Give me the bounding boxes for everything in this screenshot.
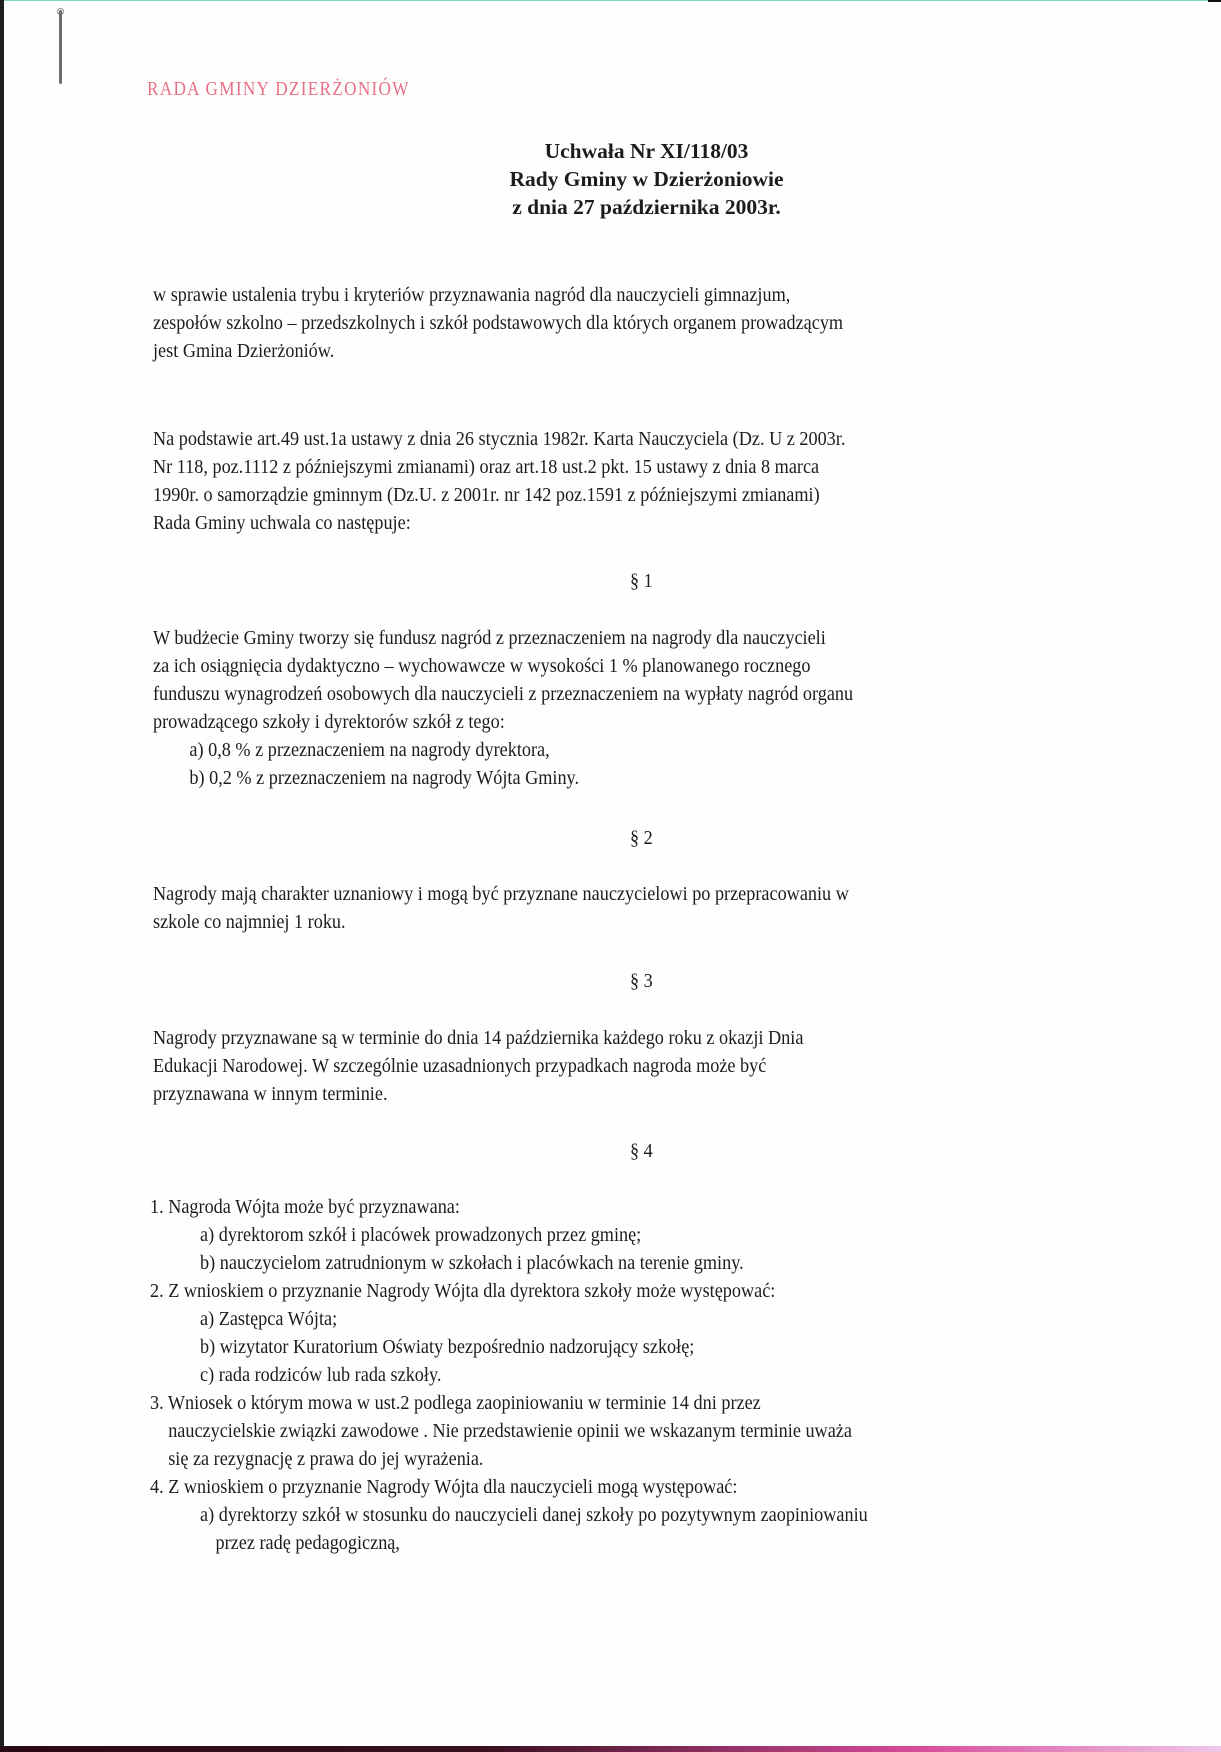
list-item: 1. Nagroda Wójta może być przyznawana: [150, 1196, 460, 1218]
scan-left-edge [0, 0, 4, 1752]
list-item: a) dyrektorzy szkół w stosunku do nauczycieli danej szkoły po pozytywnym zaopiniowaniu [200, 1504, 868, 1526]
list-item-continuation: przez radę pedagogiczną, [215, 1532, 400, 1554]
title-number: Uchwała Nr XI/118/03 [544, 139, 749, 163]
section-2-body [153, 880, 1063, 936]
title-date: z dnia 27 października 2003r. [512, 195, 781, 219]
section-1-heading: § 1 [630, 570, 653, 592]
title-council: Rady Gminy w Dzierżoniowie [509, 167, 784, 191]
list-item: b) wizytator Kuratorium Oświaty bezpośrednio nadzorujący szkołę; [200, 1336, 695, 1358]
scan-corner-mark [1208, 0, 1221, 2]
section-line: Edukacji Narodowej. W szczególnie uzasadnionych przypadkach nagroda może być [153, 1055, 767, 1077]
section-line: prowadzącego szkoły i dyrektorów szkół z tego: [153, 711, 505, 733]
list-item-continuation: się za rezygnację z prawa do jej wyrażenia. [168, 1448, 484, 1470]
subject-line: jest Gmina Dzierżoniów. [153, 340, 335, 362]
list-item: a) dyrektorom szkół i placówek prowadzonych przez gminę; [200, 1224, 642, 1246]
list-item: c) rada rodziców lub rada szkoły. [200, 1364, 442, 1386]
resolution-subject [153, 281, 1063, 365]
legal-basis-line: 1990r. o samorządzie gminnym (Dz.U. z 2001r. nr 142 poz.1591 z późniejszymi zmianami) [153, 484, 820, 506]
list-item: a) Zastępca Wójta; [200, 1308, 338, 1330]
legal-basis-line: Nr 118, poz.1112 z późniejszymi zmianami) oraz art.18 ust.2 pkt. 15 ustawy z dnia 8 marca [153, 456, 820, 478]
section-line: funduszu wynagrodzeń osobowych dla nauczycieli z przeznaczeniem na wypłaty nagród organu [153, 683, 854, 705]
scan-top-edge [4, 0, 1221, 1]
subject-line: w sprawie ustalenia trybu i kryteriów przyznawania nagród dla nauczycieli gimnazjum, [153, 284, 791, 306]
list-item: 2. Z wnioskiem o przyznanie Nagrody Wójta dla dyrektora szkoły może występować: [150, 1280, 776, 1302]
section-3-heading: § 3 [630, 970, 653, 992]
section-3-body [153, 1024, 1063, 1108]
list-item: a) 0,8 % z przeznaczeniem na nagrody dyrektora, [189, 739, 550, 761]
section-line: W budżecie Gminy tworzy się fundusz nagród z przeznaczeniem na nagrody dla nauczycieli [153, 627, 826, 649]
subject-line: zespołów szkolno – przedszkolnych i szkół podstawowych dla których organem prowadzącym [153, 312, 844, 334]
list-item: 3. Wniosek o którym mowa w ust.2 podlega zaopiniowaniu w terminie 14 dni przez [150, 1392, 761, 1414]
section-line: szkole co najmniej 1 roku. [153, 911, 346, 933]
legal-basis [153, 425, 1063, 537]
section-line: Nagrody przyznawane są w terminie do dnia 14 października każdego roku z okazji Dnia [153, 1027, 804, 1049]
legal-basis-line: Rada Gminy uchwala co następuje: [153, 512, 411, 534]
section-4-heading: § 4 [630, 1140, 653, 1162]
council-stamp: RADA GMINY DZIERŻONIÓW [147, 78, 410, 100]
list-item-continuation: nauczycielskie związki zawodowe . Nie przedstawienie opinii we wskazanym terminie uważa [168, 1420, 852, 1442]
resolution-title [0, 137, 1221, 221]
staple-mark [59, 10, 62, 84]
section-2-heading: § 2 [630, 827, 653, 849]
section-1-body [153, 624, 1063, 792]
list-item: b) nauczycielom zatrudnionym w szkołach i placówkach na terenie gminy. [200, 1252, 744, 1274]
legal-basis-line: Na podstawie art.49 ust.1a ustawy z dnia 26 stycznia 1982r. Karta Nauczyciela (Dz. U z 2003r. [153, 428, 846, 450]
list-item: b) 0,2 % z przeznaczeniem na nagrody Wójta Gminy. [189, 767, 580, 789]
scan-bottom-edge [0, 1746, 1221, 1752]
section-line: Nagrody mają charakter uznaniowy i mogą być przyznane nauczycielowi po przepracowaniu w [153, 883, 849, 905]
section-4-body [150, 1193, 1060, 1557]
section-line: za ich osiągnięcia dydaktyczno – wychowawcze w wysokości 1 % planowanego rocznego [153, 655, 811, 677]
section-line: przyznawana w innym terminie. [153, 1083, 388, 1105]
list-item: 4. Z wnioskiem o przyznanie Nagrody Wójta dla nauczycieli mogą występować: [150, 1476, 738, 1498]
